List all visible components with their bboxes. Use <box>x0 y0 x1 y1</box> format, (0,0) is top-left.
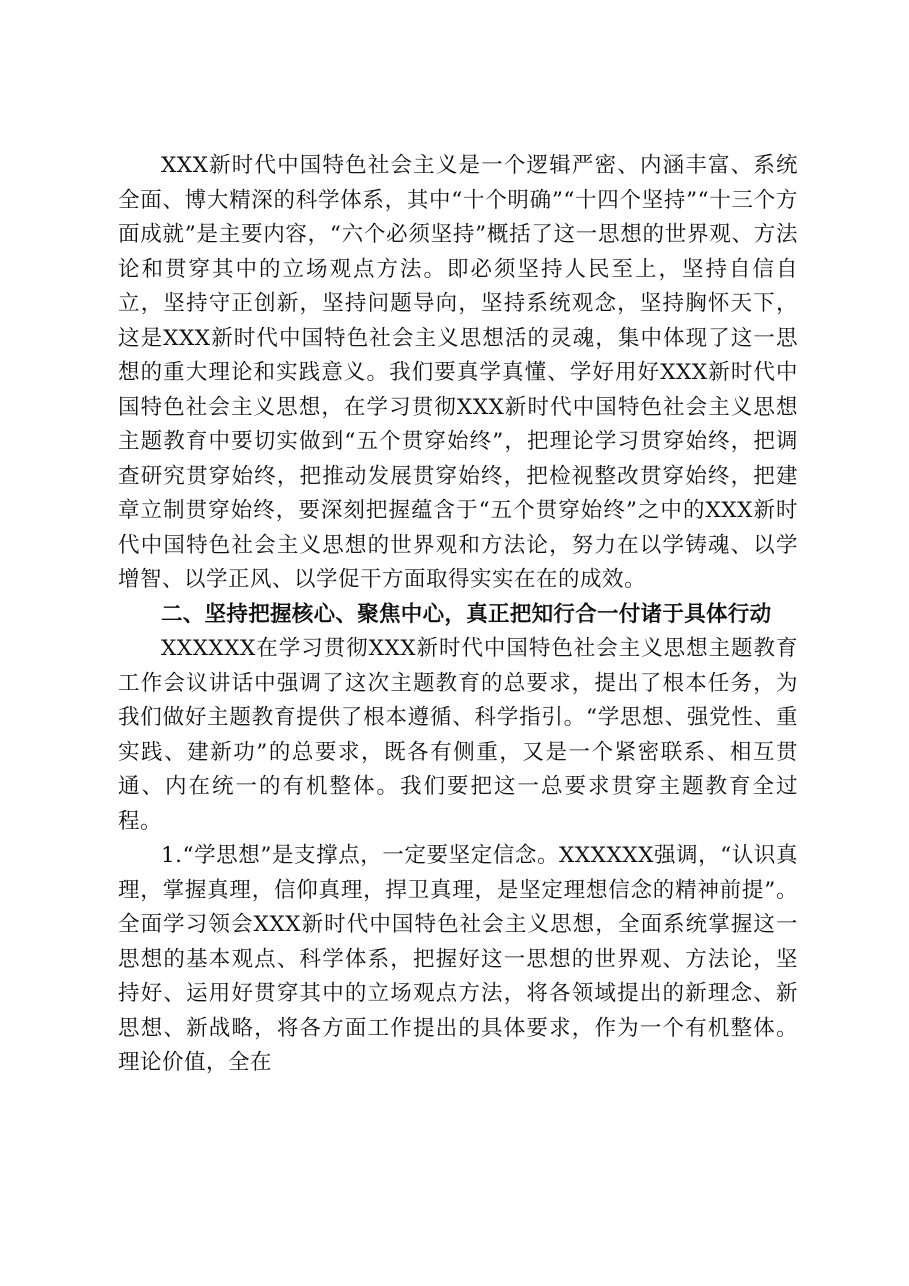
document-page <box>118 149 798 1081</box>
body-paragraph-3: 1.“学思想”是支撑点，一定要坚定信念。XXXXXX强调，“认识真理，掌握真理，信仰真理，捍卫真理，是坚定理想信念的精神前提”。全面学习领会XXX新时代中国特色社会主义思想，全面系统掌握这一思想的基本观点、科学体系，把握好这一思想的世界观、方法论，坚持好、运用好贯穿其中的立场观点方法，将各领域提出的新理念、新思想、新战略，将各方面工作提出的具体要求，作为一个有机整体。理论价值，全在 <box>118 843 798 1075</box>
section-heading-2: 二、坚持把握核心、聚焦中心，真正把知行合一付诸于具体行动 <box>161 601 772 627</box>
body-paragraph-1: XXX新时代中国特色社会主义是一个逻辑严密、内涵丰富、系统全面、博大精深的科学体系，其中“十个明确”“十四个坚持”“十三个方面成就”是主要内容，“六个必须坚持”概括了这一思想的世界观、方法论和贯穿其中的立场观点方法。即必须坚持人民至上，坚持自信自立，坚持守正创新，坚持问题导向，坚持系统观念，坚持胸怀天下，这是XXX新时代中国特色社会主义思想活的灵魂，集中体现了这一思想的重大理论和实践意义。我们要真学真懂、学好用好XXX新时代中国特色社会主义思想，在学习贯彻XXX新时代中国特色社会主义思想主题教育中要切实做到“五个贯穿始终”，把理论学习贯穿始终，把调查研究贯穿始终，把推动发展贯穿始终，把检视整改贯穿始终，把建章立制贯穿始终，要深刻把握蕴含于“五个贯穿始终”之中的XXX新时代中国特色社会主义思想的世界观和方法论，努力在以学铸魂、以学增智、以学正风、以学促干方面取得实实在在的成效。 <box>118 153 798 592</box>
body-paragraph-2: XXXXXX在学习贯彻XXX新时代中国特色社会主义思想主题教育工作会议讲话中强调了这次主题教育的总要求，提出了根本任务，为我们做好主题教育提供了根本遵循、科学指引。“学思想、强党性、重实践、建新功”的总要求，既各有侧重，又是一个紧密联系、相互贯通、内在统一的有机整体。我们要把这一总要求贯穿主题教育全过程。 <box>118 636 798 834</box>
